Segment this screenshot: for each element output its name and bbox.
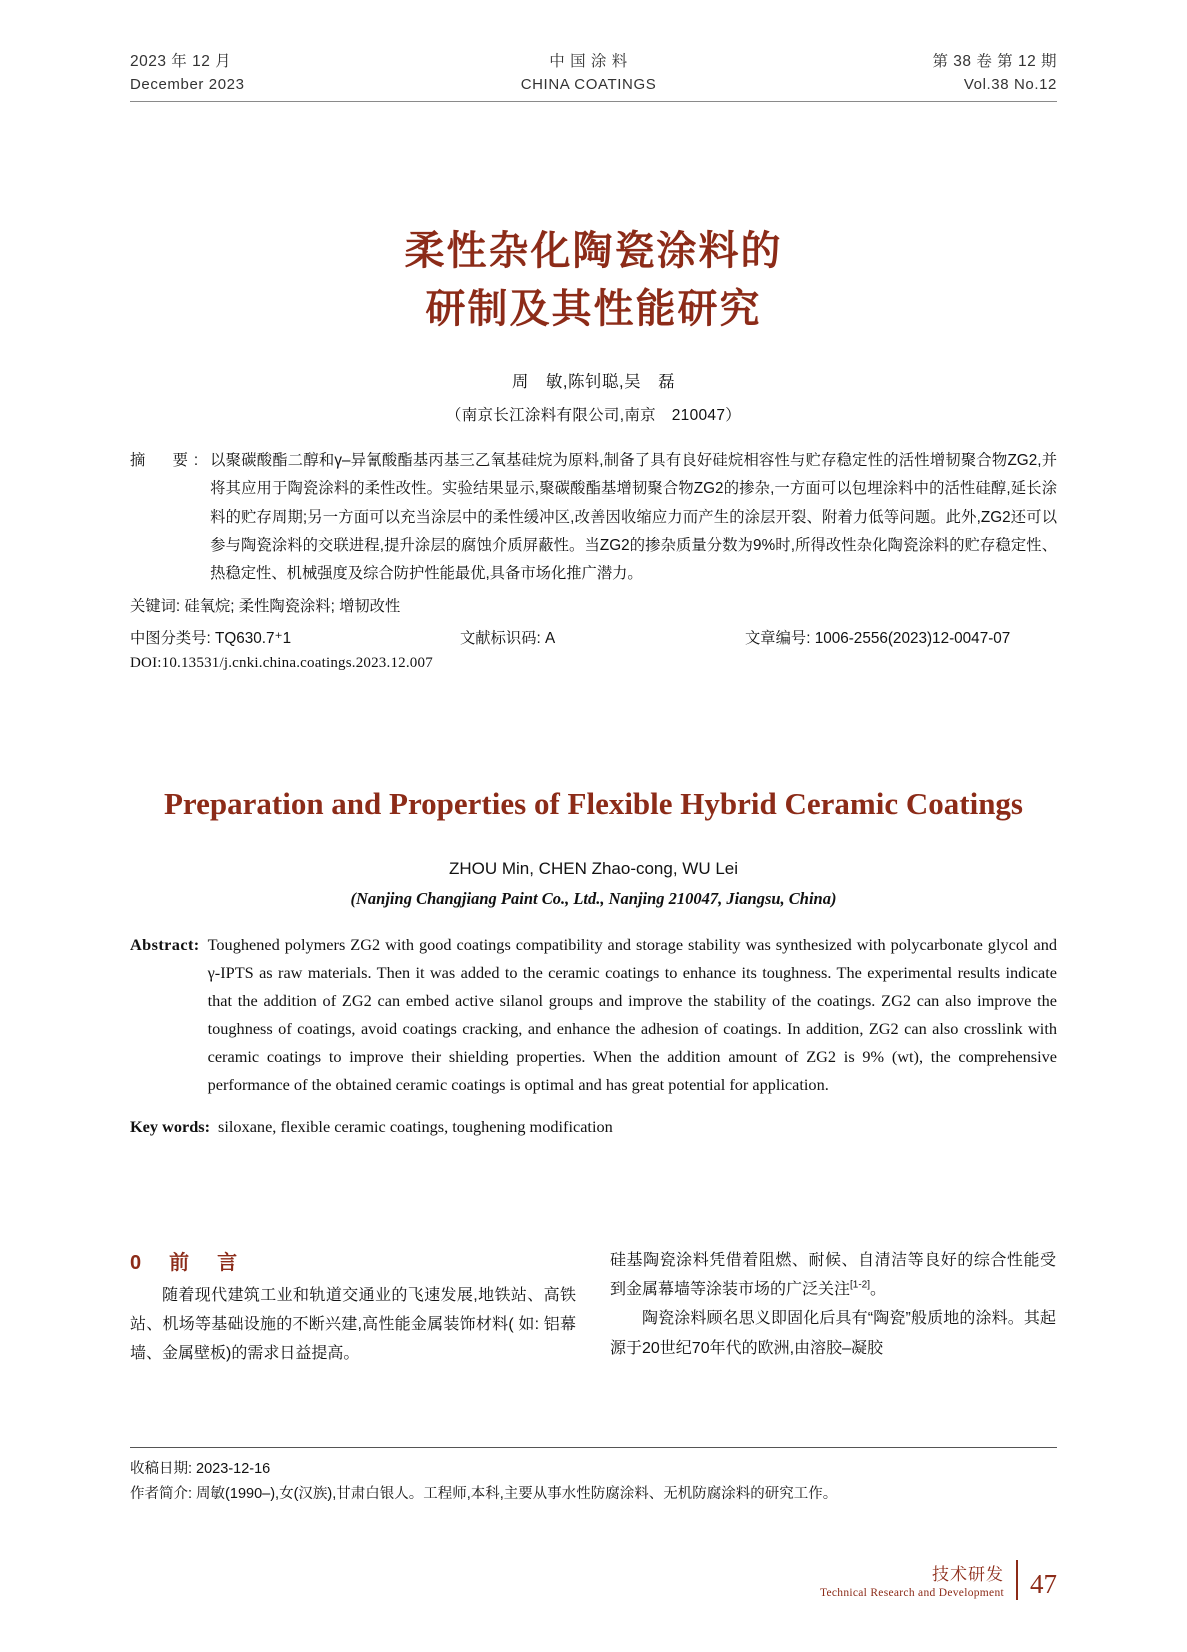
document-code: 文献标识码: A bbox=[460, 629, 556, 647]
section-heading-intro: 0 前 言 bbox=[130, 1252, 242, 1275]
running-head bbox=[130, 52, 1057, 102]
running-head-left bbox=[130, 52, 245, 95]
authors-cn: 周 敏,陈钊聪,吴 磊 bbox=[511, 373, 676, 392]
classification-row bbox=[130, 625, 1057, 653]
abstract-en-label: Abstract: bbox=[130, 935, 200, 955]
intro-right-1-text: 硅基陶瓷涂料凭借着阻燃、耐候、自清洁等良好的综合性能受到金属幕墙等涂装市场的广泛关注 bbox=[610, 1252, 1056, 1299]
journal-name-en: CHINA COATINGS bbox=[520, 76, 657, 94]
running-head-center bbox=[521, 52, 657, 95]
title-cn-line1: 柔性杂化陶瓷涂料的 bbox=[404, 229, 783, 274]
body-columns bbox=[130, 1246, 1057, 1368]
volume-issue-cn: 第 38 卷 第 12 期 bbox=[932, 53, 1057, 70]
affiliation-cn: （南京长江涂料有限公司,南京 210047） bbox=[445, 407, 742, 425]
body-column-left bbox=[130, 1246, 576, 1368]
keywords-cn: 关键词: 硅氧烷; 柔性陶瓷涂料; 增韧改性 bbox=[130, 597, 401, 615]
article-id: 文章编号: 1006-2556(2023)12-0047-07 bbox=[745, 629, 1011, 647]
abstract-en-text: Toughened polymers ZG2 with good coatings compatibility and storage stability was synthesized with polycarbonate glycol and γ-IPTS as raw materials. Then it was added to the ceramic coatings to enhance its toughness. The experimental results indicate that the addition of ZG2 can embed active silanol groups and improve the stability of the coatings. ZG2 can also improve the toughness of coatings, avoid coatings cracking, and enhance the adhesion of coatings. In addition, ZG2 can also crosslink with ceramic coatings to improve their shielding properties. When the addition amount of ZG2 is 9% (wt), the comprehensive performance of the obtained ceramic coatings is optimal and has great potential for application. bbox=[207, 935, 1057, 1095]
body-column-right bbox=[610, 1246, 1056, 1368]
title-cn-line2: 研制及其性能研究 bbox=[425, 287, 762, 332]
affiliation-en: (Nanjing Changjiang Paint Co., Ltd., Nanjing 210047, Jiangsu, China) bbox=[350, 889, 837, 909]
abstract-cn bbox=[130, 447, 1057, 588]
abstract-en bbox=[130, 931, 1057, 1099]
issue-date-cn: 2023 年 12 月 bbox=[130, 53, 232, 70]
intro-right-1-tail: 。 bbox=[870, 1281, 887, 1299]
article-page bbox=[0, 52, 1187, 1652]
abstract-cn-text: 以聚碳酸酯二醇和γ–异氰酸酯基丙基三乙氧基硅烷为原料,制备了具有良好硅烷相容性与贮存稳定性的活性增韧聚合物ZG2,并将其应用于陶瓷涂料的柔性改性。实验结果显示,聚碳酸酯基增韧聚合物ZG2的掺杂,一方面可以包埋涂料中的活性硅醇,延长涂料的贮存周期;另一方面可以充当涂层中的柔性缓冲区,改善因收缩应力而产生的涂层开裂、附着力低等问题。此外,ZG2还可以参与陶瓷涂料的交联进程,提升涂层的腐蚀介质屏蔽性。当ZG2的掺杂质量分数为9%时,所得改性杂化陶瓷涂料的贮存稳定性、热稳定性、机械强度及综合防护性能最优,具备市场化推广潜力。 bbox=[210, 452, 1057, 583]
keywords-en-text: siloxane, flexible ceramic coatings, toughening modification bbox=[218, 1117, 613, 1137]
doi: DOI:10.13531/j.cnki.china.coatings.2023.12.007 bbox=[130, 655, 433, 672]
intro-paragraph-right-2: 陶瓷涂料顾名思义即固化后具有“陶瓷”般质地的涂料。其起源于20世纪70年代的欧洲,由溶胶–凝胶 bbox=[610, 1310, 1056, 1357]
page-number: 47 bbox=[1030, 1569, 1057, 1599]
intro-paragraph-left: 随着现代建筑工业和轨道交通业的飞速发展,地铁站、高铁站、机场等基础设施的不断兴建,高性能金属装饰材料( 如: 铝幕墙、金属壁板)的需求日益提高。 bbox=[130, 1287, 576, 1363]
intro-paragraph-right-1 bbox=[610, 1246, 1056, 1304]
keywords-en-label: Key words: bbox=[130, 1117, 211, 1137]
clc-number: 中图分类号: TQ630.7⁺1 bbox=[130, 629, 292, 647]
volume-issue-en: Vol.38 No.12 bbox=[963, 76, 1057, 94]
page-title-cn bbox=[130, 222, 1057, 338]
received-date: 收稿日期: 2023-12-16 bbox=[130, 1461, 271, 1477]
footer-divider bbox=[1016, 1560, 1018, 1600]
citation-ref: [1-2] bbox=[850, 1280, 871, 1292]
abstract-cn-label: 摘 要: bbox=[130, 452, 205, 470]
journal-name-cn: 中 国 涂 料 bbox=[549, 53, 628, 70]
keywords-en bbox=[130, 1113, 1057, 1141]
footer-label-en: Technical Research and Development bbox=[819, 1586, 1004, 1599]
footer-label-cn: 技术研发 bbox=[932, 1565, 1004, 1585]
page-title-en: Preparation and Properties of Flexible Hybrid Ceramic Coatings bbox=[163, 786, 1023, 822]
issue-date-en: December 2023 bbox=[130, 76, 245, 94]
footnotes bbox=[130, 1447, 1057, 1508]
author-bio: 作者简介: 周敏(1990–),女(汉族),甘肃白银人。工程师,本科,主要从事水性防腐涂料、无机防腐涂料的研究工作。 bbox=[130, 1486, 838, 1503]
page-footer bbox=[820, 1560, 1057, 1600]
footer-section-labels bbox=[820, 1564, 1004, 1600]
running-head-right bbox=[932, 52, 1057, 95]
authors-en: ZHOU Min, CHEN Zhao-cong, WU Lei bbox=[448, 859, 739, 879]
